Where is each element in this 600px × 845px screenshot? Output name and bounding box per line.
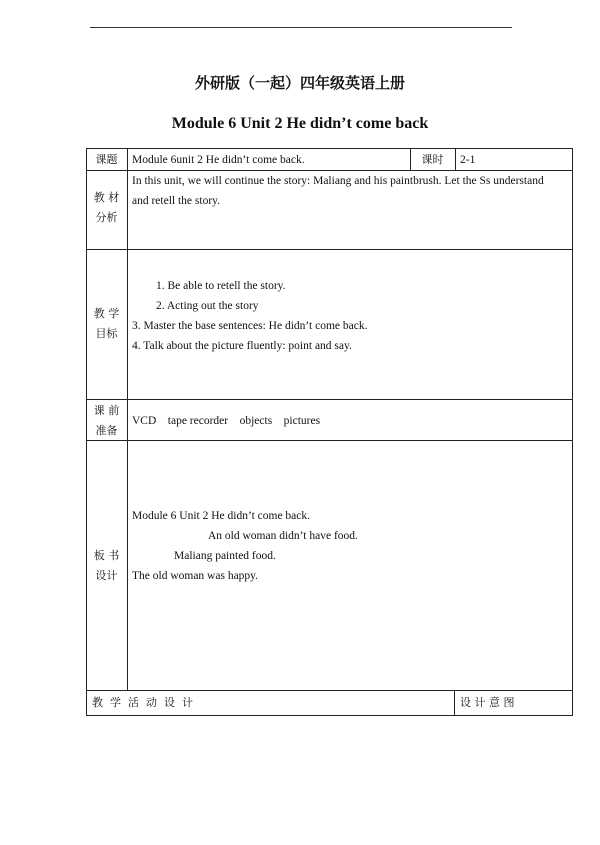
prep-label-line2: 准备 [95, 424, 118, 437]
period-column-divider [455, 148, 456, 170]
goal-item: 2. Acting out the story [156, 300, 259, 312]
period-value: 2-1 [460, 154, 476, 166]
prep-content [132, 411, 572, 431]
topic-text: Module 6unit 2 He didn’t come back. [132, 154, 305, 166]
document-title: 外研版（一起）四年级英语上册 [194, 74, 405, 92]
row-divider [86, 249, 573, 250]
board-line: The old woman was happy. [132, 570, 259, 582]
goals-content [132, 276, 572, 356]
board-content [132, 506, 572, 586]
board-label-line2: 设计 [95, 569, 118, 582]
board-line: An old woman didn’t have food. [208, 530, 358, 542]
footer-column-divider [454, 690, 455, 716]
analysis-line: and retell the story. [132, 195, 221, 207]
lesson-title: Module 6 Unit 2 He didn’t come back [171, 115, 429, 132]
lesson-plan-table [86, 148, 573, 716]
analysis-label [86, 188, 127, 228]
goals-label-line2: 目标 [95, 327, 118, 340]
board-label-line1: 板 书 [93, 549, 120, 562]
design-intent-header: 设 计 意 图 [460, 696, 515, 709]
prep-label-line1: 课 前 [93, 404, 120, 417]
analysis-label-line2: 分析 [95, 211, 118, 224]
prep-label [86, 401, 127, 441]
goals-label-line1: 教 学 [93, 307, 120, 320]
analysis-content [132, 171, 572, 211]
goal-item: 3. Master the base sentences: He didn’t come back. [132, 320, 368, 332]
activity-design-header: 教 学 活 动 设 计 [92, 696, 193, 709]
analysis-line: In this unit, we will continue the story: Maliang and his paintbrush. Let the Ss understand [132, 175, 544, 187]
board-line: Module 6 Unit 2 He didn’t come back. [132, 510, 311, 522]
period-label: 课时 [421, 153, 444, 166]
topic-label: 课题 [95, 153, 118, 166]
analysis-label-line1: 教 材 [93, 191, 120, 204]
row-divider [86, 440, 573, 441]
prep-items: VCD tape recorder objects pictures [132, 415, 321, 427]
board-line: Maliang painted food. [174, 550, 276, 562]
label-column-divider [127, 148, 128, 690]
row-divider [86, 399, 573, 400]
goals-label [86, 304, 127, 344]
board-label [86, 546, 127, 586]
header-rule [90, 27, 512, 28]
goal-item: 4. Talk about the picture fluently: point and say. [132, 340, 352, 352]
row-divider [86, 690, 573, 691]
goal-item: 1. Be able to retell the story. [156, 280, 286, 292]
topic-value [132, 150, 407, 170]
